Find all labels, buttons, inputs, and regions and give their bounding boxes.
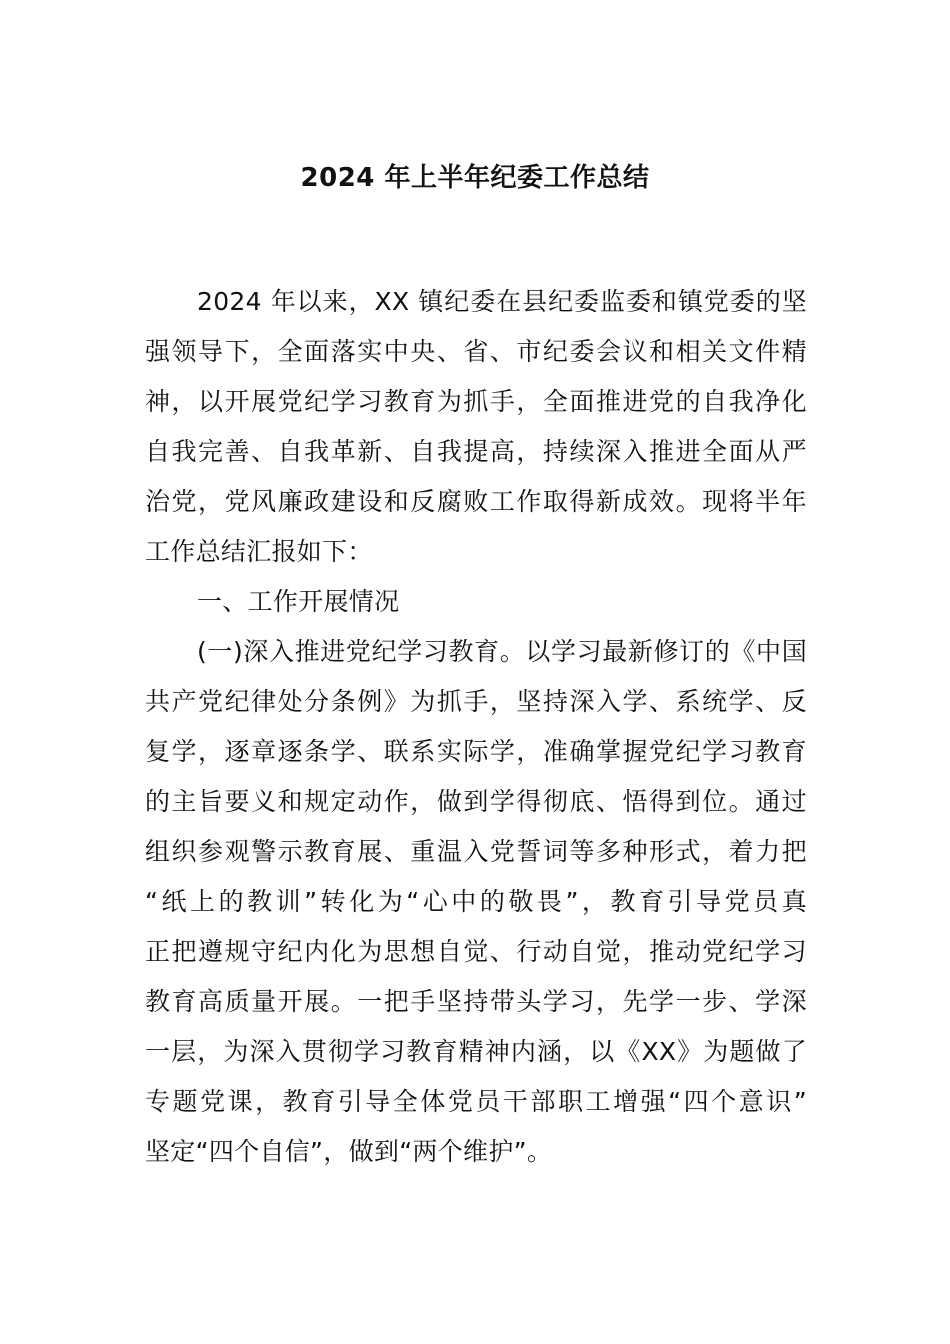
- body-line: 治党，党风廉政建设和反腐败工作取得新成效。现将半年: [145, 487, 807, 516]
- body-line: (一)深入推进党纪学习教育。以学习最新修订的《中国: [197, 637, 807, 666]
- document-title: 2024 年上半年纪委工作总结: [300, 163, 650, 193]
- body-line: 复学，逐章逐条学、联系实际学，准确掌握党纪学习教育: [145, 737, 807, 766]
- body-line: 自我完善、自我革新、自我提高，持续深入推进全面从严: [145, 437, 807, 466]
- body-line: 组织参观警示教育展、重温入党誓词等多种形式，着力把: [145, 837, 807, 866]
- body-line: 一层，为深入贯彻学习教育精神内涵，以《XX》为题做了: [145, 1037, 807, 1066]
- body-line: 一、工作开展情况: [197, 587, 400, 616]
- body-line: 专题党课，教育引导全体党员干部职工增强“四个意识”: [145, 1087, 807, 1116]
- body-line: 教育高质量开展。一把手坚持带头学习，先学一步、学深: [145, 987, 807, 1016]
- body-line: 的主旨要义和规定动作，做到学得彻底、悟得到位。通过: [145, 787, 807, 816]
- body-line: 共产党纪律处分条例》为抓手，坚持深入学、系统学、反: [145, 687, 807, 716]
- document-body: [145, 282, 807, 1182]
- body-line: 强领导下，全面落实中央、省、市纪委会议和相关文件精: [145, 337, 807, 366]
- body-line: “纸上的教训”转化为“心中的敬畏”，教育引导党员真: [145, 887, 807, 916]
- body-line: 工作总结汇报如下：: [145, 537, 373, 566]
- body-line: 正把遵规守纪内化为思想自觉、行动自觉，推动党纪学习: [145, 937, 807, 966]
- body-line: 2024 年以来，XX 镇纪委在县纪委监委和镇党委的坚: [197, 287, 807, 316]
- body-line: 神，以开展党纪学习教育为抓手，全面推进党的自我净化: [145, 387, 807, 416]
- body-line: 坚定“四个自信”，做到“两个维护”。: [145, 1137, 553, 1166]
